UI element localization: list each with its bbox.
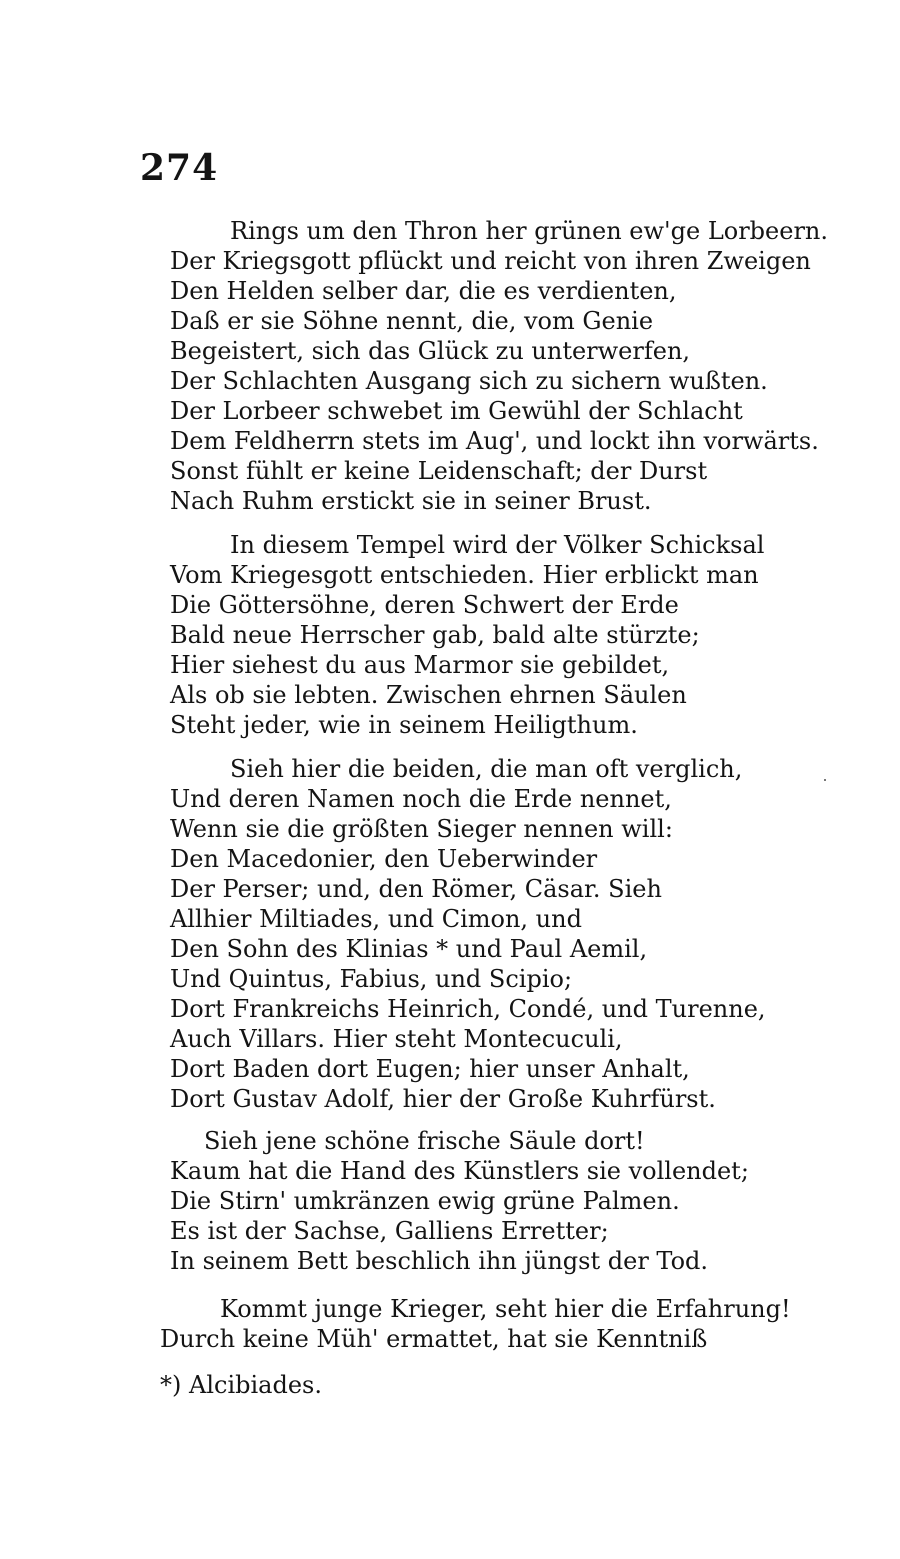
verse-line: Der Kriegsgott pflückt und reicht von ihren Zweigen [170,247,811,275]
verse-line: Sieh hier die beiden, die man oft verglich, [230,755,743,783]
page-number: 274 [140,147,219,189]
verse-line: Den Sohn des Klinias * und Paul Aemil, [170,935,648,963]
verse-line: Der Perser; und, den Römer, Cäsar. Sieh [170,875,662,903]
verse-line: Dort Frankreichs Heinrich, Condé, und Turenne, [170,995,766,1023]
verse-line: Nach Ruhm erstickt sie in seiner Brust. [170,487,652,515]
verse-line: Daß er sie Söhne nennt, die, vom Genie [170,307,654,335]
verse-line: Bald neue Herrscher gab, bald alte stürzte; [170,621,700,649]
stanza-4 [170,1126,830,1276]
verse-line: Rings um den Thron her grünen ew'ge Lorbeern. [230,217,829,245]
verse-line: In diesem Tempel wird der Völker Schicksal [230,531,765,559]
verse-line: Den Macedonier, den Ueberwinder [170,845,598,873]
verse-line: Dort Baden dort Eugen; hier unser Anhalt, [170,1055,690,1083]
verse-line: Sonst fühlt er keine Leidenschaft; der Durst [170,457,708,485]
stanza-2 [170,530,830,740]
verse-line: Die Stirn' umkränzen ewig grüne Palmen. [170,1187,680,1215]
print-speck [824,779,826,781]
verse-line: Kommt junge Krieger, seht hier die Erfahrung! [220,1295,791,1323]
verse-line: Und Quintus, Fabius, und Scipio; [170,965,573,993]
verse-line: Kaum hat die Hand des Künstlers sie vollendet; [170,1157,749,1185]
stanza-3 [170,754,830,1114]
verse-line: Den Helden selber dar, die es verdienten, [170,277,677,305]
verse-line: Hier siehest du aus Marmor sie gebildet, [170,651,670,679]
verse-line: Dem Feldherrn stets im Aug', und lockt ihn vorwärts. [170,427,819,455]
verse-line: Auch Villars. Hier steht Montecuculi, [170,1025,623,1053]
stanza-1 [170,216,830,516]
verse-line: Begeistert, sich das Glück zu unterwerfen, [170,337,691,365]
verse-line: Wenn sie die größten Sieger nennen will: [170,815,673,843]
verse-line: Als ob sie lebten. Zwischen ehrnen Säulen [170,681,687,709]
verse-line: Sieh jene schöne frische Säule dort! [204,1127,645,1155]
verse-line: Die Göttersöhne, deren Schwert der Erde [170,591,679,619]
verse-line: Vom Kriegesgott entschieden. Hier erblickt man [170,561,759,589]
footnote: *) Alcibiades. [160,1371,322,1399]
stanza-5 [160,1294,820,1354]
verse-line: Durch keine Müh' ermattet, hat sie Kenntniß [160,1325,708,1353]
verse-line: Allhier Miltiades, und Cimon, und [170,905,582,933]
verse-line: Es ist der Sachse, Galliens Erretter; [170,1217,609,1245]
verse-line: Steht jeder, wie in seinem Heiligthum. [170,711,638,739]
verse-line: Dort Gustav Adolf, hier der Große Kuhrfürst. [170,1085,716,1113]
verse-line: Und deren Namen noch die Erde nennet, [170,785,672,813]
verse-line: In seinem Bett beschlich ihn jüngst der Tod. [170,1247,709,1275]
verse-line: Der Lorbeer schwebet im Gewühl der Schlacht [170,397,743,425]
verse-line: Der Schlachten Ausgang sich zu sichern wußten. [170,367,768,395]
